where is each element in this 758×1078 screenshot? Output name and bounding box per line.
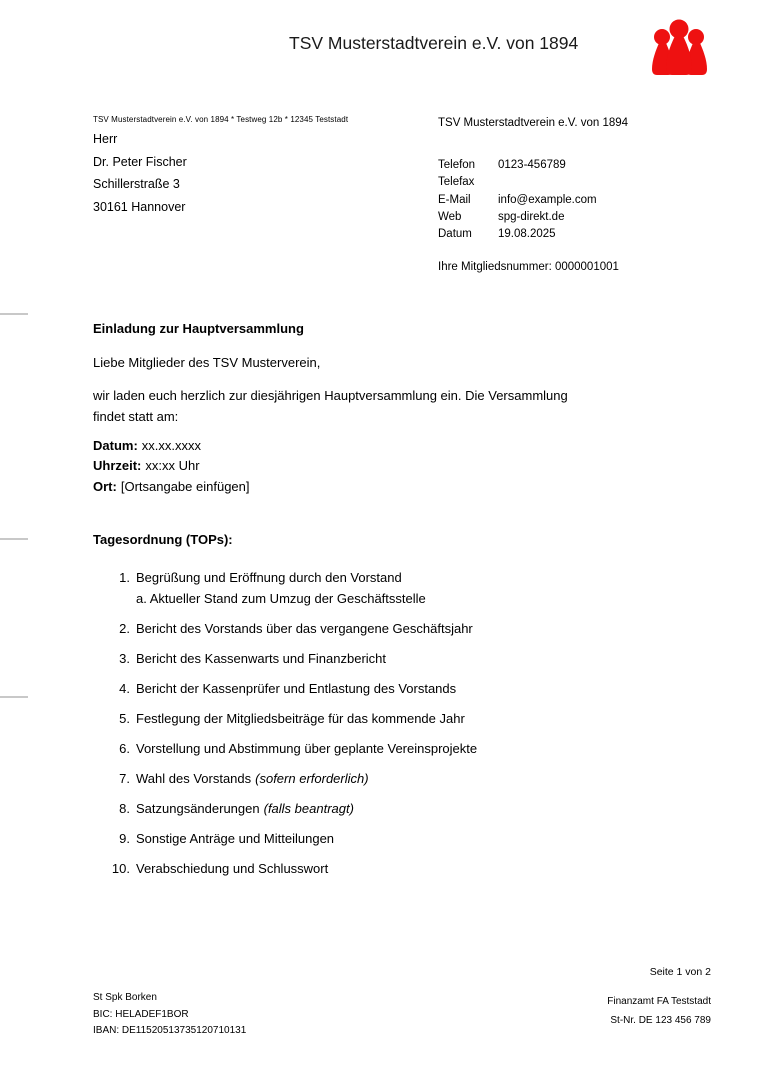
- agenda-text: Begrüßung und Eröffnung durch den Vorstand: [136, 570, 402, 585]
- contact-value: spg-direkt.de: [498, 210, 565, 223]
- letter-subject: Einladung zur Hauptversammlung: [93, 321, 304, 336]
- agenda-body: [130, 798, 354, 819]
- bank-iban: IBAN: DE11520513735120710131: [93, 1025, 247, 1036]
- fold-mark-bottom: [0, 696, 28, 698]
- contact-label: Datum: [438, 228, 472, 241]
- agenda-number: 7.: [119, 771, 130, 786]
- contact-label: E-Mail: [438, 193, 471, 206]
- contact-label: Web: [438, 210, 462, 223]
- agenda-number: 6.: [119, 741, 130, 756]
- agenda-item-7: [93, 768, 481, 789]
- agenda-number: 1.: [119, 570, 130, 585]
- detail-label: Ort:: [93, 478, 117, 494]
- sender-org-name: TSV Musterstadtverein e.V. von 1894: [438, 117, 629, 129]
- three-pawns-glyph: [652, 20, 707, 76]
- agenda-text: Festlegung der Mitgliedsbeiträge für das kommende Jahr: [136, 711, 465, 726]
- agenda-text: Bericht der Kassenprüfer und Entlastung des Vorstands: [136, 681, 457, 696]
- agenda-text: Bericht des Kassenwarts und Finanzbericht: [136, 651, 387, 666]
- contact-value: 0123-456789: [498, 159, 566, 171]
- agenda-text: Vorstellung und Abstimmung über geplante Vereinsprojekte: [136, 741, 478, 756]
- agenda-body: [130, 738, 481, 759]
- sender-info-block: [438, 116, 628, 273]
- agenda-body: [130, 828, 338, 849]
- bank-name: St Spk Borken: [93, 992, 157, 1003]
- agenda-body: [130, 618, 477, 639]
- recipient-title: Herr: [93, 132, 118, 146]
- agenda-body: [130, 678, 460, 699]
- recipient-name: Dr. Peter Fischer: [93, 154, 187, 169]
- agenda-item-5: [93, 708, 481, 729]
- detail-label: Uhrzeit:: [93, 458, 142, 474]
- agenda-text: Satzungsänderungen: [136, 801, 260, 816]
- agenda-number: 8.: [119, 801, 130, 816]
- agenda-text: Verabschiedung und Schlusswort: [136, 861, 329, 876]
- contact-row-web: [438, 209, 628, 226]
- contact-label: Telefax: [438, 176, 475, 189]
- agenda-sub-item: a. Aktueller Stand zum Umzug der Geschäftsstelle: [136, 591, 426, 606]
- intro-line: findet statt am:: [93, 408, 179, 424]
- bank-bic: BIC: HELADEF1BOR: [93, 1008, 189, 1020]
- letter-salutation: Liebe Mitglieder des TSV Musterverein,: [93, 355, 321, 370]
- detail-label: Datum:: [93, 438, 138, 453]
- page-indicator: Seite 1 von 2: [649, 966, 711, 978]
- agenda-item-1: [93, 567, 481, 609]
- agenda-item-2: [93, 618, 481, 639]
- detail-value: [Ortsangabe einfügen]: [120, 478, 250, 494]
- contact-row-telefon: [438, 157, 628, 174]
- agenda-body: [130, 858, 332, 879]
- recipient-street: Schillerstraße 3: [93, 177, 180, 191]
- detail-row-uhrzeit: [93, 456, 250, 476]
- agenda-item-3: [93, 648, 481, 669]
- agenda-body: [130, 567, 426, 609]
- agenda-number: 10.: [111, 861, 130, 876]
- fold-mark-top: [0, 313, 28, 315]
- agenda-body: [130, 708, 469, 729]
- detail-value: xx.xx.xxxx: [141, 438, 202, 453]
- agenda-note: (sofern erforderlich): [255, 771, 369, 786]
- tax-details: [607, 992, 711, 1030]
- detail-row-datum: [93, 436, 250, 456]
- tax-number: St-Nr. DE 123 456 789: [610, 1015, 711, 1026]
- agenda-number: 4.: [119, 681, 130, 696]
- agenda-number: 2.: [119, 621, 130, 636]
- event-details: [93, 436, 250, 497]
- contact-value: info@example.com: [498, 193, 597, 206]
- contact-value: 19.08.2025: [498, 228, 556, 241]
- contact-row-datum: [438, 226, 628, 243]
- contact-row-email: [438, 192, 628, 209]
- agenda-text: Bericht des Vorstands über das vergangene Geschäftsjahr: [136, 621, 473, 636]
- agenda-item-9: [93, 828, 481, 849]
- letter-intro: [93, 386, 568, 427]
- agenda-item-4: [93, 678, 481, 699]
- agenda-body: [130, 768, 369, 789]
- page-title: TSV Musterstadtverein e.V. von 1894: [289, 33, 579, 53]
- recipient-city: 30161 Hannover: [93, 199, 186, 214]
- detail-value: xx:xx Uhr: [145, 458, 200, 474]
- agenda-list: [93, 567, 481, 888]
- agenda-item-6: [93, 738, 481, 759]
- contact-row-telefax: [438, 174, 628, 191]
- agenda-item-8: [93, 798, 481, 819]
- recipient-address-block: [93, 115, 348, 218]
- agenda-number: 9.: [119, 831, 130, 846]
- bank-details: [93, 990, 246, 1040]
- sender-return-address: TSV Musterstadtverein e.V. von 1894 * Testweg 12b * 12345 Teststadt: [93, 115, 349, 124]
- agenda-heading: Tagesordnung (TOPs):: [93, 532, 233, 547]
- agenda-note: (falls beantragt): [263, 801, 354, 816]
- agenda-item-10: [93, 858, 481, 879]
- agenda-text: Sonstige Anträge und Mitteilungen: [136, 831, 335, 846]
- intro-line: wir laden euch herzlich zur diesjährigen Hauptversammlung ein. Die Versammlung: [93, 388, 568, 403]
- punch-mark-center: [0, 538, 28, 540]
- agenda-text: Wahl des Vorstands: [136, 771, 252, 786]
- membership-number: Ihre Mitgliedsnummer: 0000001001: [438, 261, 619, 274]
- contact-label: Telefon: [438, 159, 476, 171]
- agenda-number: 5.: [119, 711, 130, 726]
- club-logo-icon: [649, 18, 709, 80]
- agenda-number: 3.: [119, 651, 130, 666]
- detail-row-ort: [93, 477, 250, 497]
- tax-office: Finanzamt FA Teststadt: [607, 996, 711, 1007]
- agenda-body: [130, 648, 390, 669]
